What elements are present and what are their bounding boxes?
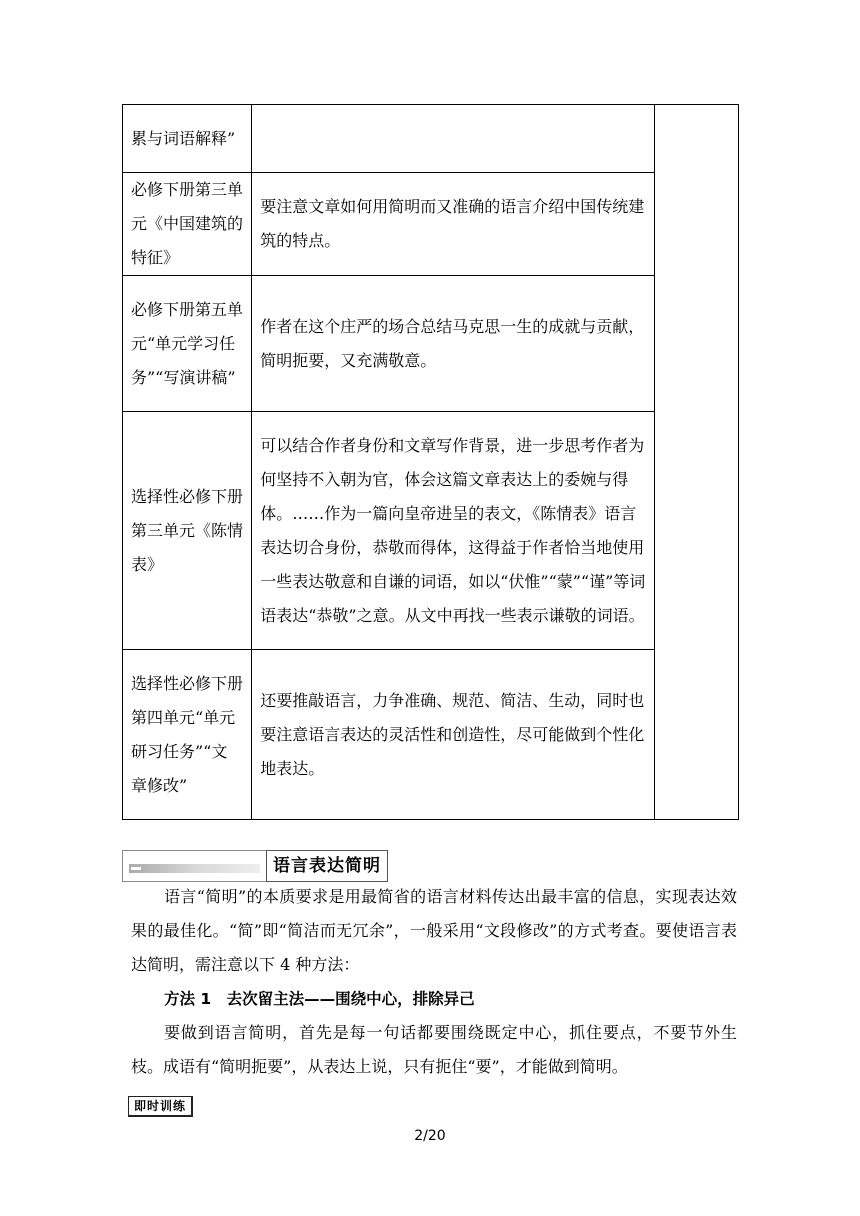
section-title: 语言表达简明 (266, 850, 388, 882)
section-body (131, 880, 737, 1084)
table-row (123, 412, 739, 650)
gradient-bar-icon (129, 864, 260, 873)
bar-mark-icon (131, 867, 141, 870)
training-label: 即时训练 (128, 1096, 193, 1117)
section-decoration (122, 850, 266, 882)
table-cell-source: 选择性必修下册第三单元《陈情表》 (123, 412, 252, 650)
intro-paragraph: 语言“简明”的本质要求是用最简省的语言材料传达出最丰富的信息，实现表达效果的最佳化。“简”即“简洁而无冗余”，一般采用“文段修改”的方式考查。要使语言表达简明，需注意以下 4 种方法： (131, 887, 737, 974)
curriculum-table (122, 104, 739, 820)
method-paragraph: 要做到语言简明，首先是每一句话都要围绕既定中心，抓住要点，不要节外生枝。成语有“简明扼要”，从表达上说，只有扼住“要”，才能做到简明。 (131, 1023, 737, 1076)
table-row (123, 276, 739, 412)
table-row (123, 105, 739, 173)
table-row (123, 173, 739, 276)
table-cell-source: 选择性必修下册第四单元“单元研习任务”“文章修改” (123, 650, 252, 820)
table-cell-empty (654, 105, 738, 820)
table-cell-source: 累与词语解释” (123, 105, 252, 173)
table-cell-source: 必修下册第三单元《中国建筑的特征》 (123, 173, 252, 276)
table-cell-content: 还要推敲语言，力争准确、规范、简洁、生动，同时也要注意语言表达的灵活性和创造性，尽可能做到个性化地表达。 (252, 650, 655, 820)
table-cell-content (252, 105, 655, 173)
table-cell-content: 可以结合作者身份和文章写作背景，进一步思考作者为何坚持不入朝为官，体会这篇文章表达上的委婉与得体。……作为一篇向皇帝进呈的表文，《陈情表》语言表达切合身份，恭敬而得体，这得益于作者恰当地使用一些表达敬意和自谦的词语，如以“伏惟”“蒙”“谨”等词语表达“恭敬”之意。从文中再找一些表示谦敬的词语。 (252, 412, 655, 650)
table-row (123, 650, 739, 820)
table-cell-source: 必修下册第五单元“单元学习任务”“写演讲稿” (123, 276, 252, 412)
table-cell-content: 要注意文章如何用简明而又准确的语言介绍中国传统建筑的特点。 (252, 173, 655, 276)
section-header (122, 850, 388, 882)
page-number: 2/20 (414, 1128, 446, 1144)
method-title: 方法 1 去次留主法——围绕中心，排除异己 (164, 990, 475, 1008)
table-cell-content: 作者在这个庄严的场合总结马克思一生的成就与贡献，简明扼要，又充满敬意。 (252, 276, 655, 412)
